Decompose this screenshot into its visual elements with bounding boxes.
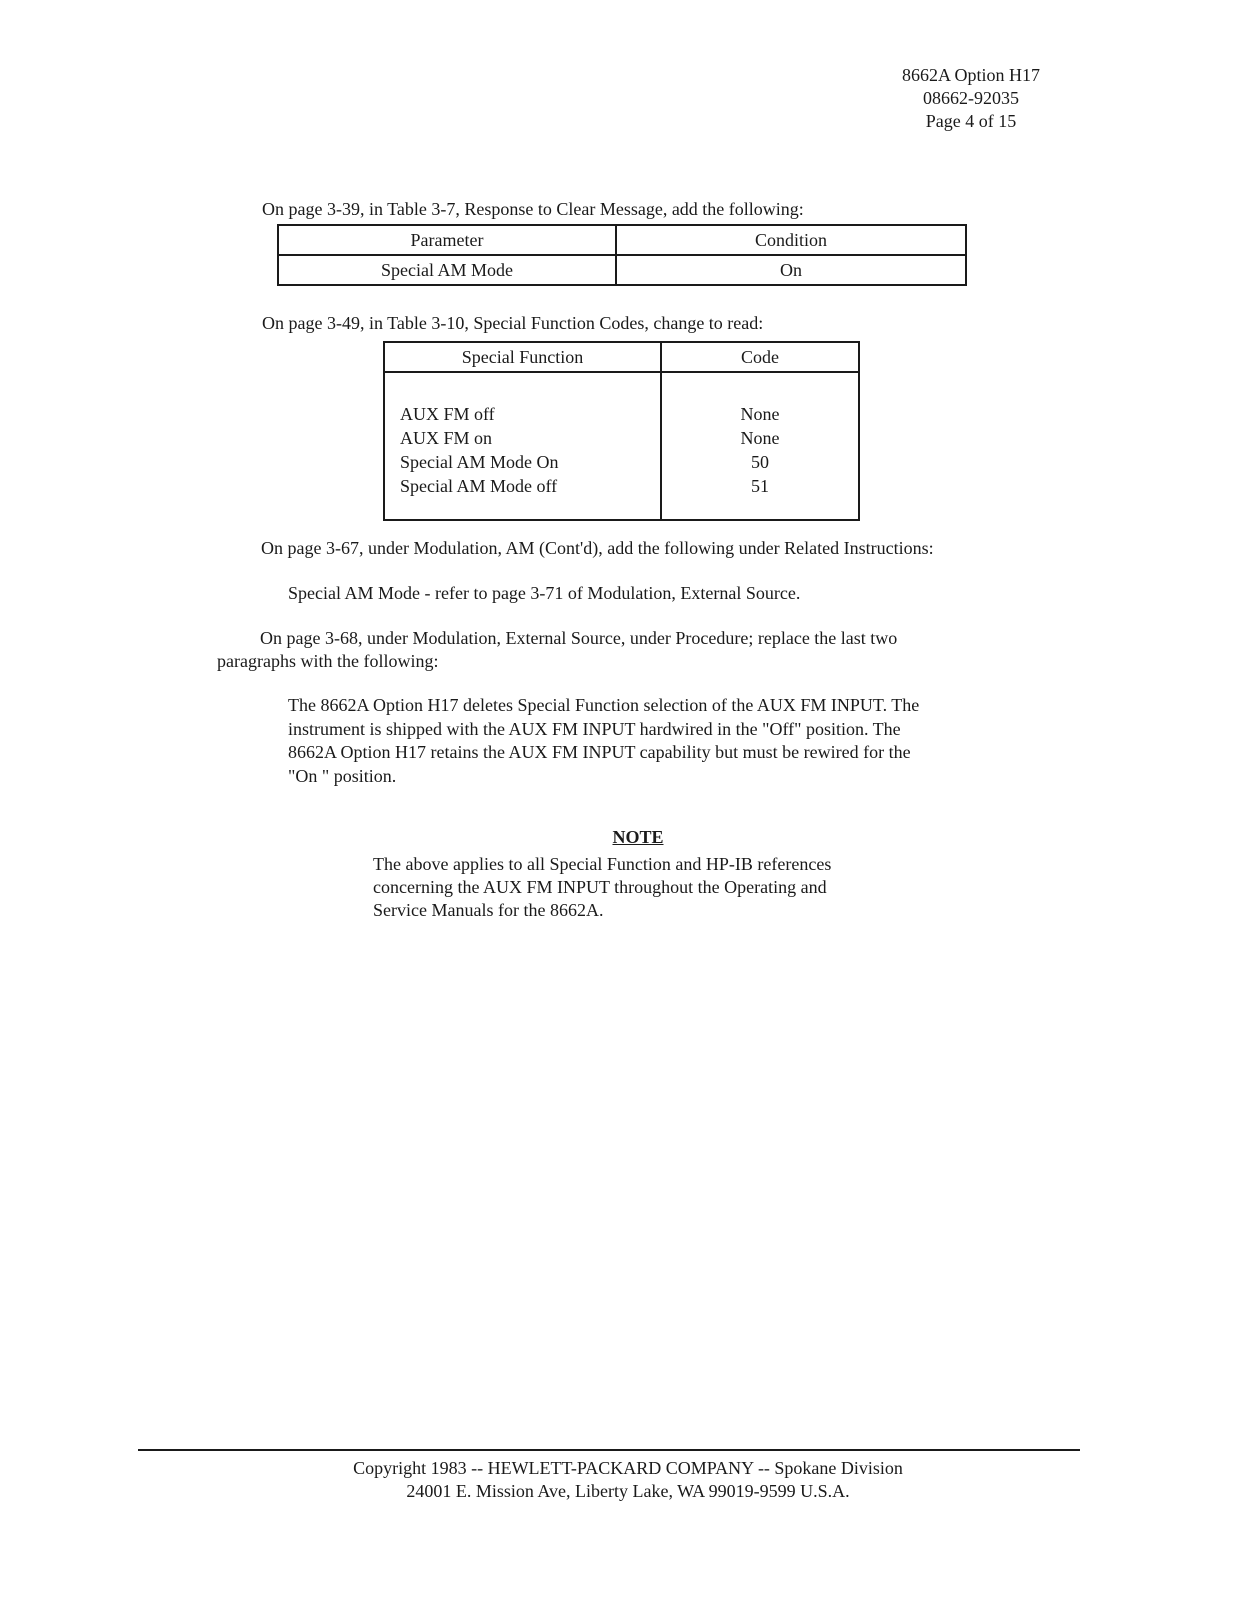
body-line: "On " position.: [288, 765, 397, 786]
section3-intro: On page 3-67, under Modulation, AM (Cont'd), add the following under Related Instructions:: [261, 538, 934, 558]
code-cell: [661, 372, 859, 520]
list-item: AUX FM on: [400, 428, 493, 448]
address-line: 24001 E. Mission Ave, Liberty Lake, WA 99019-9599 U.S.A.: [406, 1481, 850, 1501]
list-item: Special AM Mode off: [400, 476, 558, 496]
section3-item: Special AM Mode - refer to page 3-71 of Modulation, External Source.: [288, 583, 801, 603]
table-header-row: [384, 342, 859, 372]
section4-intro-line1: On page 3-68, under Modulation, External Source, under Procedure; replace the last two: [260, 628, 898, 648]
column-header-code: Code: [661, 342, 859, 372]
clear-message-table: [277, 224, 967, 286]
list-item: 51: [751, 476, 769, 496]
table-cell: Special AM Mode: [278, 255, 616, 285]
note-line: The above applies to all Special Function and HP-IB references: [373, 854, 832, 874]
table-row: [278, 255, 966, 285]
footer-divider: [138, 1449, 1080, 1451]
section4-intro-line2: paragraphs with the following:: [217, 651, 439, 671]
list-item: AUX FM off: [400, 404, 495, 424]
section1-intro: On page 3-39, in Table 3-7, Response to Clear Message, add the following:: [262, 199, 804, 219]
body-line: 8662A Option H17 retains the AUX FM INPUT capability but must be rewired for the: [288, 742, 911, 762]
note-title: NOTE: [612, 827, 664, 847]
part-number: 08662-92035: [923, 88, 1019, 108]
special-function-codes-table: [383, 341, 860, 521]
body-line: The 8662A Option H17 deletes Special Function selection of the AUX FM INPUT. The: [288, 695, 920, 715]
document-header: [886, 64, 1056, 133]
table-header-row: [278, 225, 966, 255]
function-cell: [384, 372, 661, 520]
note-line: Service Manuals for the 8662A.: [373, 900, 604, 920]
section4-body: [288, 694, 919, 788]
list-item: None: [740, 404, 780, 424]
page-number: Page 4 of 15: [925, 111, 1017, 131]
table-cell: On: [616, 255, 966, 285]
copyright-line: Copyright 1983 -- HEWLETT-PACKARD COMPANY -- Spokane Division: [353, 1458, 903, 1478]
list-item: Special AM Mode On: [400, 452, 559, 472]
section2-intro: On page 3-49, in Table 3-10, Special Function Codes, change to read:: [262, 313, 764, 333]
model-label: 8662A Option H17: [901, 65, 1040, 85]
column-header-special-function: Special Function: [384, 342, 661, 372]
body-line: instrument is shipped with the AUX FM INPUT hardwired in the "Off" position. The: [288, 718, 901, 739]
list-item: None: [740, 428, 780, 448]
list-item: 50: [751, 452, 769, 472]
column-header-condition: Condition: [616, 225, 966, 255]
table-row: [384, 372, 859, 520]
note-body: [373, 853, 831, 922]
document-footer: [0, 1457, 1246, 1503]
column-header-parameter: Parameter: [278, 225, 616, 255]
note-line: concerning the AUX FM INPUT throughout the Operating and: [373, 877, 827, 897]
